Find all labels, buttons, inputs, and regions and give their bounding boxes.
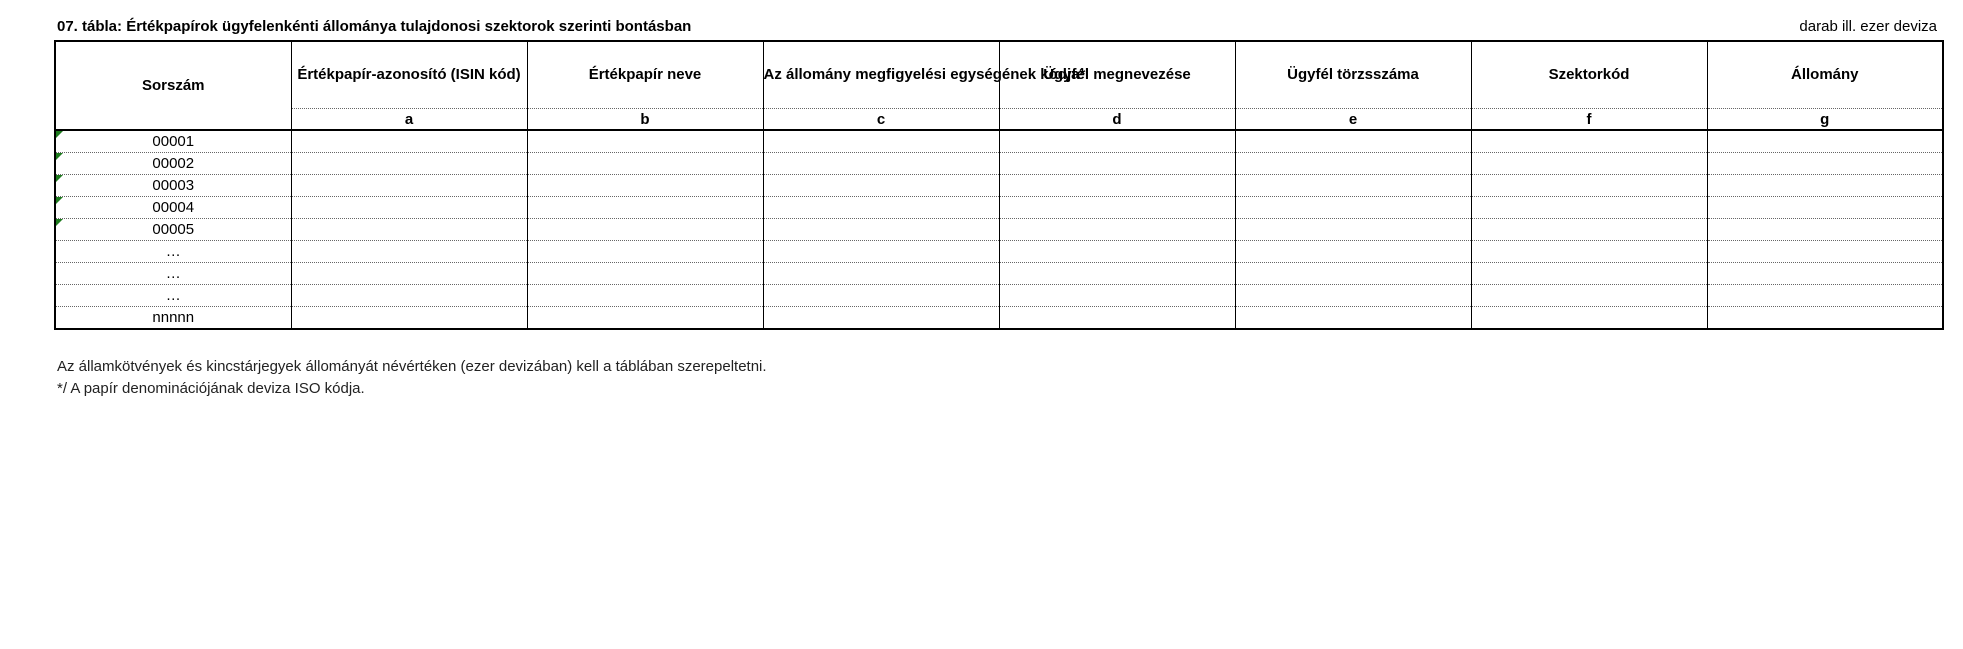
row-number: … (165, 287, 181, 304)
row-number-cell (55, 197, 291, 219)
column-header-client-id: Ügyfél törzsszáma (1235, 41, 1471, 109)
row-number-cell (55, 153, 291, 175)
table-cell[interactable] (1707, 285, 1943, 307)
table-cell[interactable] (1235, 153, 1471, 175)
table-cell[interactable] (1235, 219, 1471, 241)
row-number: … (165, 265, 181, 282)
title-row (57, 18, 1937, 38)
table-cell[interactable] (291, 219, 527, 241)
column-header-name: Értékpapír neve (527, 41, 763, 109)
table-row (55, 130, 1943, 153)
table-cell[interactable] (1235, 197, 1471, 219)
table-cell[interactable] (999, 153, 1235, 175)
table-cell[interactable] (999, 219, 1235, 241)
column-header-isin: Értékpapír-azonosító (ISIN kód) (291, 41, 527, 109)
table-cell[interactable] (763, 241, 999, 263)
table-cell[interactable] (291, 241, 527, 263)
row-number-cell (55, 263, 291, 285)
table-cell[interactable] (999, 197, 1235, 219)
table-cell[interactable] (763, 285, 999, 307)
table-cell[interactable] (999, 241, 1235, 263)
row-number-cell (55, 175, 291, 197)
footnote-valuation: Az államkötvények és kincstárjegyek állományát névértéken (ezer devizában) kell a táblában szerepeltetni. (57, 358, 767, 375)
table-row (55, 219, 1943, 241)
table-cell[interactable] (527, 241, 763, 263)
row-number-cell (55, 219, 291, 241)
column-header-holding: Állomány (1707, 41, 1943, 109)
table-cell[interactable] (999, 130, 1235, 153)
table-cell[interactable] (763, 263, 999, 285)
data-table (54, 40, 1944, 330)
table-cell[interactable] (1235, 175, 1471, 197)
table-cell[interactable] (1707, 197, 1943, 219)
table-cell[interactable] (1707, 153, 1943, 175)
header-row (55, 41, 1943, 109)
table-cell[interactable] (1235, 307, 1471, 330)
row-number: 00002 (152, 155, 195, 172)
table-cell[interactable] (999, 263, 1235, 285)
column-header-sorszam: Sorszám (55, 41, 291, 130)
table-cell[interactable] (291, 307, 527, 330)
table-cell[interactable] (763, 130, 999, 153)
column-letter: g (1707, 109, 1943, 131)
table-row (55, 241, 1943, 263)
table-cell[interactable] (291, 130, 527, 153)
table-cell[interactable] (763, 219, 999, 241)
row-number-cell (55, 241, 291, 263)
table-cell[interactable] (1471, 241, 1707, 263)
column-letter: a (291, 109, 527, 131)
table-cell[interactable] (1235, 263, 1471, 285)
cell-marker-icon (56, 131, 63, 138)
table-row (55, 307, 1943, 330)
table-cell[interactable] (291, 263, 527, 285)
table-cell[interactable] (1707, 307, 1943, 330)
table-cell[interactable] (1471, 307, 1707, 330)
table-cell[interactable] (1471, 130, 1707, 153)
table-cell[interactable] (999, 175, 1235, 197)
table-cell[interactable] (763, 153, 999, 175)
table-row (55, 197, 1943, 219)
table-cell[interactable] (291, 285, 527, 307)
table-cell[interactable] (1707, 175, 1943, 197)
row-number: nnnnn (152, 309, 195, 326)
table-cell[interactable] (1707, 130, 1943, 153)
row-number: 00004 (152, 199, 195, 216)
column-header-sector-code: Szektorkód (1471, 41, 1707, 109)
table-cell[interactable] (1471, 153, 1707, 175)
table-cell[interactable] (527, 130, 763, 153)
column-header-client-name: Ügyfél megnevezése (999, 41, 1235, 109)
cell-marker-icon (56, 153, 63, 160)
column-letter: f (1471, 109, 1707, 131)
table-cell[interactable] (1235, 130, 1471, 153)
row-number: … (165, 243, 181, 260)
row-number: 00001 (152, 133, 195, 150)
table-row (55, 263, 1943, 285)
column-letter: b (527, 109, 763, 131)
table-cell[interactable] (527, 175, 763, 197)
table-cell[interactable] (763, 175, 999, 197)
table-cell[interactable] (1707, 241, 1943, 263)
table-cell[interactable] (1471, 285, 1707, 307)
row-number-cell (55, 130, 291, 153)
table-cell[interactable] (999, 285, 1235, 307)
table-cell[interactable] (1707, 219, 1943, 241)
table-cell[interactable] (763, 197, 999, 219)
table-cell[interactable] (1471, 197, 1707, 219)
cell-marker-icon (56, 175, 63, 182)
table-cell[interactable] (1471, 263, 1707, 285)
cell-marker-icon (56, 197, 63, 204)
row-number-cell (55, 285, 291, 307)
column-letter: d (999, 109, 1235, 131)
table-cell[interactable] (291, 153, 527, 175)
table-cell[interactable] (1707, 263, 1943, 285)
footnotes (57, 356, 767, 400)
table-row (55, 175, 1943, 197)
row-number-cell (55, 307, 291, 330)
table-cell[interactable] (763, 307, 999, 330)
table-cell[interactable] (527, 153, 763, 175)
letter-row (55, 109, 1943, 131)
unit-label: darab ill. ezer deviza (1799, 18, 1937, 35)
table-title: 07. tábla: Értékpapírok ügyfelenkénti állománya tulajdonosi szektorok szerinti bontásban (57, 18, 692, 35)
footnote-iso-code: */ A papír denominációjának deviza ISO kódja. (57, 380, 365, 397)
row-number: 00003 (152, 177, 195, 194)
column-letter: e (1235, 109, 1471, 131)
table-cell[interactable] (527, 307, 763, 330)
table-cell[interactable] (1235, 241, 1471, 263)
column-header-unit-code: Az állomány megfigyelési egységének kódja* (763, 41, 999, 109)
table-cell[interactable] (1471, 219, 1707, 241)
table-cell[interactable] (999, 307, 1235, 330)
table-cell[interactable] (1471, 175, 1707, 197)
table-cell[interactable] (527, 197, 763, 219)
row-number: 00005 (152, 221, 195, 238)
table-cell[interactable] (1235, 285, 1471, 307)
table-row (55, 285, 1943, 307)
cell-marker-icon (56, 219, 63, 226)
table-cell[interactable] (527, 263, 763, 285)
table-cell[interactable] (291, 175, 527, 197)
column-letter: c (763, 109, 999, 131)
table-row (55, 153, 1943, 175)
table-cell[interactable] (291, 197, 527, 219)
table-cell[interactable] (527, 219, 763, 241)
table-cell[interactable] (527, 285, 763, 307)
